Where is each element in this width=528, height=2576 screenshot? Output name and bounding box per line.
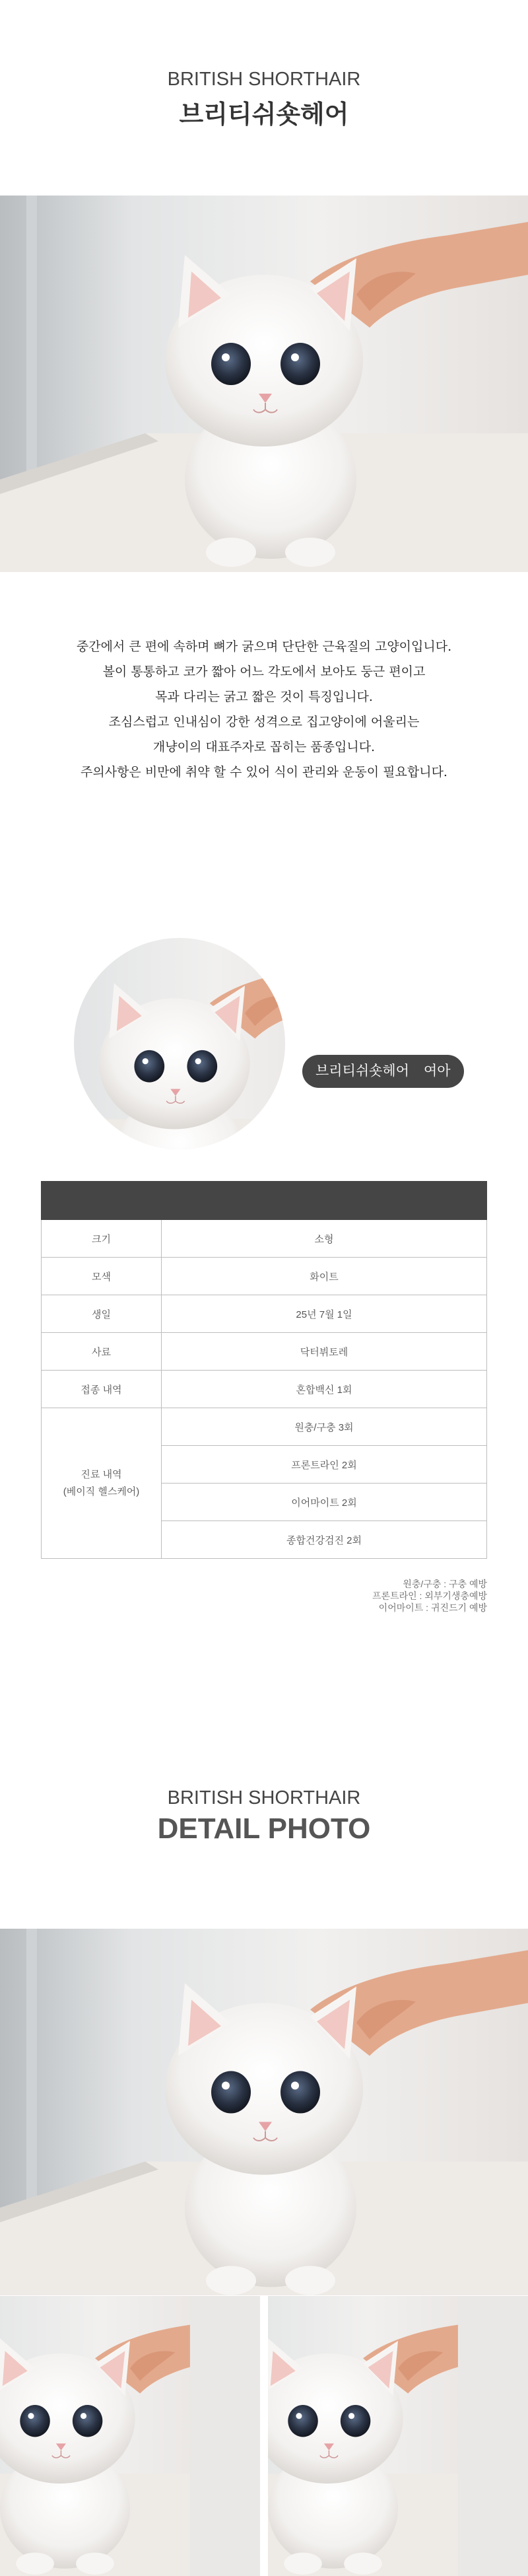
- medical-notes: [372, 1578, 487, 1614]
- detail-photo-title: DETAIL PHOTO: [157, 1812, 371, 1845]
- table-header-row: [42, 1182, 487, 1220]
- note-line: 이어마이트 : 귀진드기 예방: [378, 1602, 487, 1613]
- detail-english-title: BRITISH SHORTHAIR: [167, 1787, 361, 1808]
- detail-photo-right: [268, 2296, 528, 2576]
- medical-label-line: (베이직 헬스케어): [63, 1485, 140, 1497]
- row-label: 접종 내역: [42, 1371, 162, 1408]
- table-row: [42, 1258, 487, 1295]
- breed-description: [0, 634, 528, 785]
- medical-label: [42, 1408, 162, 1559]
- profile-name-badge: [302, 1055, 464, 1088]
- main-kitten-photo: [0, 196, 528, 572]
- table-row: [42, 1220, 487, 1258]
- note-line: 프론트라인 : 외부기생충예방: [372, 1591, 487, 1601]
- row-label: 크기: [42, 1220, 162, 1258]
- row-label: 사료: [42, 1333, 162, 1371]
- medical-item: 프론트라인 2회: [162, 1446, 487, 1484]
- profile-kitten-photo: [74, 938, 285, 1149]
- description-line: 개냥이의 대표주자로 꼽히는 품종입니다.: [152, 740, 376, 754]
- badge-breed: 브리티쉬숏헤어: [315, 1063, 410, 1079]
- description-line: 목과 다리는 굵고 짧은 것이 특징입니다.: [155, 690, 373, 704]
- table-row: [42, 1333, 487, 1371]
- table-row: [42, 1408, 487, 1446]
- description-line: 볼이 통통하고 코가 짧아 어느 각도에서 보아도 둥근 편이고: [102, 664, 426, 679]
- row-label: 모색: [42, 1258, 162, 1295]
- row-label: 생일: [42, 1295, 162, 1333]
- description-line: 주의사항은 비만에 취약 할 수 있어 식이 관리와 운동이 필요합니다.: [81, 765, 447, 779]
- table-row: [42, 1295, 487, 1333]
- note-line: 원충/구충 : 구충 예방: [403, 1579, 487, 1589]
- medical-label-line: 진료 내역: [81, 1468, 122, 1480]
- breed-english-title: BRITISH SHORTHAIR: [167, 69, 361, 90]
- medical-item: 원충/구충 3회: [162, 1408, 487, 1446]
- row-value: 혼합백신 1회: [162, 1371, 487, 1408]
- row-value: 소형: [162, 1220, 487, 1258]
- table-row: [42, 1371, 487, 1408]
- breed-korean-title: 브리티쉬숏헤어: [179, 101, 349, 129]
- kitten-info-table: [41, 1181, 487, 1559]
- description-line: 조심스럽고 인내심이 강한 성격으로 집고양이에 어울리는: [108, 715, 420, 729]
- detail-photo-left: [0, 2296, 260, 2576]
- description-line: 중간에서 큰 편에 속하며 뼈가 굵으며 단단한 근육질의 고양이입니다.: [76, 639, 452, 654]
- medical-item: 이어마이트 2회: [162, 1484, 487, 1521]
- row-value: 25년 7월 1일: [162, 1295, 487, 1333]
- detail-photo-large: [0, 1929, 528, 2295]
- row-value: 닥터뷔토레: [162, 1333, 487, 1371]
- medical-item: 종합건강검진 2회: [162, 1521, 487, 1559]
- badge-sex: 여아: [424, 1063, 451, 1079]
- row-value: 화이트: [162, 1258, 487, 1295]
